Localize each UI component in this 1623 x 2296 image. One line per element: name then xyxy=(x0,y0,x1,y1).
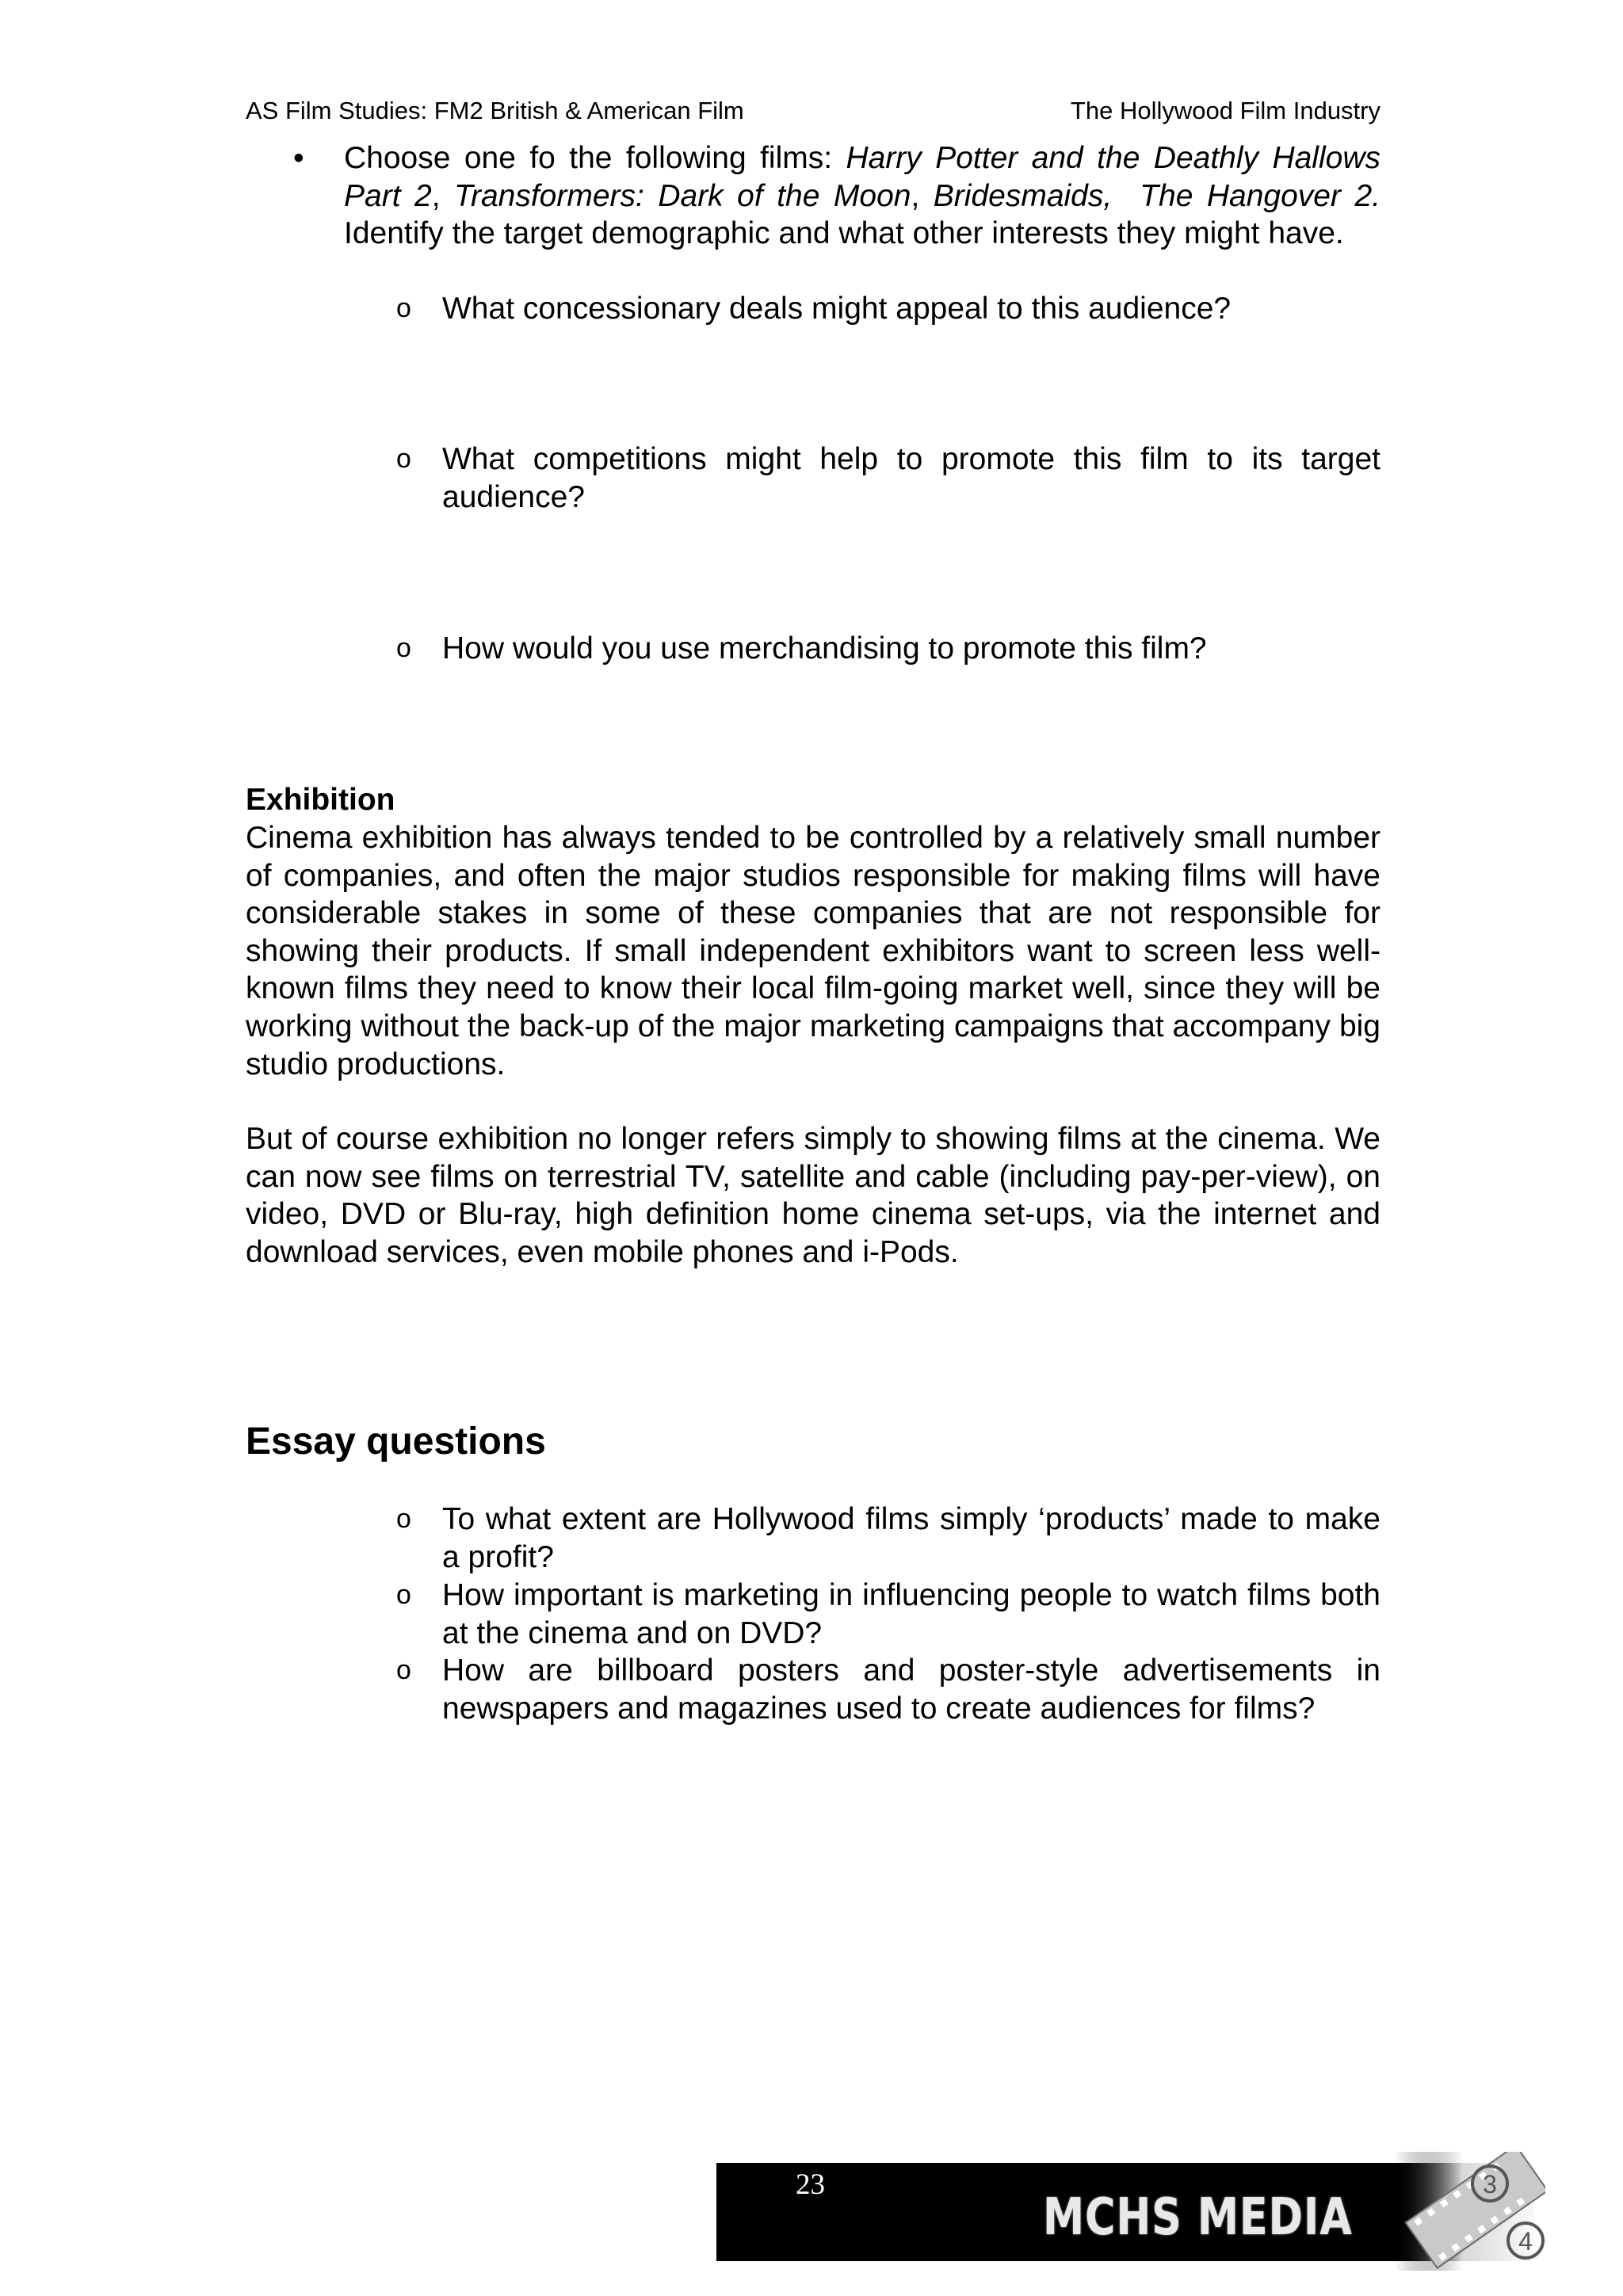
essay-question xyxy=(246,1501,1381,1576)
question-text: What competitions might help to promote this film to its target audience? xyxy=(442,442,1381,514)
question-text: What concessionary deals might appeal to this audience? xyxy=(442,292,1232,326)
sub-bullet-marker: o xyxy=(396,293,411,323)
bullet-marker: • xyxy=(293,141,304,175)
question-text: How would you use merchandising to promote this film? xyxy=(442,631,1207,666)
sub-bullet-marker: o xyxy=(396,1580,411,1610)
task-bullet xyxy=(246,139,1381,253)
sub-bullet-marker: o xyxy=(396,1655,411,1685)
header-section-title: The Hollywood Film Industry xyxy=(1070,97,1381,124)
reel-number-4: 4 xyxy=(1518,2227,1533,2256)
sub-bullet-marker: o xyxy=(396,1504,411,1534)
reel-number-3: 3 xyxy=(1483,2170,1497,2199)
film-title: Transformers: Dark of the Moon xyxy=(454,178,911,213)
task-intro: Choose one fo the following films: xyxy=(344,141,846,175)
film-title: The Hangover 2. xyxy=(1140,178,1381,213)
essay-question-text: How important is marketing in influencing people to watch films both at the cinema and on DVD? xyxy=(442,1578,1381,1650)
task-question xyxy=(246,290,1381,328)
essay-question xyxy=(246,1577,1381,1652)
film-reel-icon xyxy=(1395,2152,1545,2271)
exhibition-paragraph-2: But of course exhibition no longer refers simply to showing films at the cinema. We can now see films on terrestrial TV, satellite and cable (including pay-per-view), on video, DVD or Blu-ray, high definition home cinema set-ups, via the internet and download services, even mobile phones and i-Pods. xyxy=(246,1122,1381,1269)
sub-bullet-marker: o xyxy=(396,444,411,474)
sub-bullet-marker: o xyxy=(396,633,411,663)
essay-question xyxy=(246,1652,1381,1727)
essay-question-text: How are billboard posters and poster-style advertisements in newspapers and magazines used to create audiences for films? xyxy=(442,1653,1381,1726)
exhibition-heading: Exhibition xyxy=(246,783,395,817)
page-number: 23 xyxy=(796,2168,825,2201)
task-question xyxy=(246,630,1381,668)
separator: , xyxy=(431,178,455,213)
separator xyxy=(1112,179,1140,213)
task-outro: Identify the target demographic and what other interests they might have. xyxy=(344,216,1344,251)
essay-questions-heading: Essay questions xyxy=(246,1421,546,1463)
mchs-media-logo: MCHS MEDIA xyxy=(1043,2188,1353,2247)
task-question xyxy=(246,441,1381,516)
exhibition-paragraph-1: Cinema exhibition has always tended to be controlled by a relatively small number of companies, and often the major studios responsible for making films will have considerable stakes in some of these companies that are not responsible for showing their products. If small independent exhibitors want to screen less well-known films they need to know their local film-going market well, since they will be working without the back-up of the major marketing campaigns that accompany big studio productions. xyxy=(246,821,1381,1081)
header-course-title: AS Film Studies: FM2 British & American Film xyxy=(246,97,744,124)
film-title: Harry Potter and the Deathly Hallows Part 2 xyxy=(344,141,1381,213)
essay-question-text: To what extent are Hollywood films simply ‘products’ made to make a profit? xyxy=(442,1502,1381,1574)
film-title: Bridesmaids, xyxy=(933,178,1113,213)
task-text xyxy=(344,139,1381,253)
separator: , xyxy=(911,178,934,213)
